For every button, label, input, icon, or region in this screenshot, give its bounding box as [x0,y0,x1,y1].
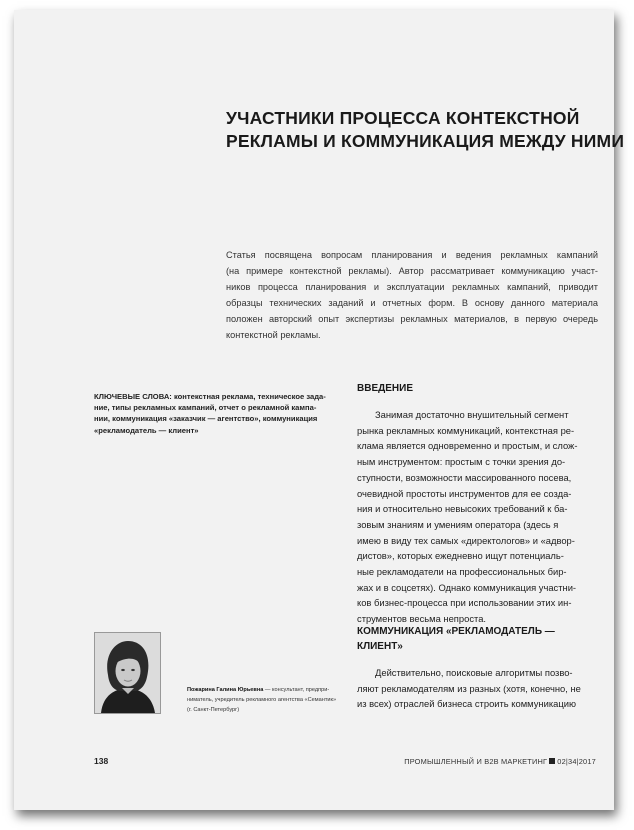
section2-line: Действительно, поисковые алгоритмы позво- [375,667,573,678]
author-portrait-image [95,633,160,713]
abstract-line: положен авторский опыт экспертизы рекламных материалов, в первую очередь [226,314,598,324]
page-number: 138 [94,756,109,766]
section2-line: ляют рекламодателям из разных (хотя, конечно, не [357,682,581,694]
intro-line: ные рекламодатели на профессиональных бир- [357,566,567,578]
square-separator-icon [549,758,555,764]
intro-line: рынка рекламных коммуникаций, контекстная ре- [357,424,575,436]
abstract-line: Статья посвящена вопросам планирования и ведения рекламных кампаний [226,250,598,260]
article-abstract [226,247,598,343]
journal-name: ПРОМЫШЛЕННЫЙ И B2B МАРКЕТИНГ [404,757,548,766]
author-line [187,685,347,695]
intro-line: очевидной простоты инструментов для ее созда- [357,487,572,499]
intro-line: имею в виду тех самых «директологов» и «адвор- [357,534,575,546]
intro-line: ным инструментом: простым с точки зрения до- [357,456,566,468]
abstract-line: (на примере контекстной рекламы). Автор рассматривает коммуникацию участ- [226,266,598,276]
author-line: (г. Санкт-Петербург) [187,707,240,714]
section2-line: из всех) отраслей бизнеса строить коммуникацию [357,698,576,710]
author-name: Пожарина Галина Юрьевна [187,687,264,693]
journal-footer [404,757,596,766]
article-title [226,107,625,153]
intro-line: клама является одновременно и простым, и слож- [357,440,578,452]
section2-heading-line: КЛИЕНТ» [357,641,403,652]
intro-heading-text: ВВЕДЕНИЕ [357,383,413,394]
intro-line: зовым знаниям и умениям оператора (здесь я [357,518,559,530]
intro-line: ков бизнес-процесса при использовании этих ин- [357,597,572,609]
intro-heading [357,381,607,396]
title-line: УЧАСТНИКИ ПРОЦЕССА КОНТЕКСТНОЙ [226,108,580,128]
abstract-line: образцы технических заданий и отчетных форм. В основу данного материала [226,298,598,308]
keywords-line: КЛЮЧЕВЫЕ СЛОВА: контекстная реклама, техническое зада- [94,392,326,401]
keywords-line: «рекламодатель — клиент» [94,425,199,435]
intro-line: жах и в соцсетях). Однако коммуникация участни- [357,581,577,593]
author-info [187,685,347,716]
intro-line: струментов весьма непроста. [357,613,487,625]
keywords-block [94,391,326,436]
intro-text [357,407,607,627]
intro-line: ния и относительно невысоких требований к ба- [357,503,568,515]
author-role: — консультант, предпри- [263,687,330,693]
intro-line: дистов», которых ежедневно ищут потенциаль- [357,550,564,562]
intro-line: Занимая достаточно внушительный сегмент [375,409,569,420]
journal-issue: 02|34|2017 [557,757,596,766]
section2-heading [357,624,607,654]
section2-text [357,665,607,712]
intro-line: ступности, возможности массированного посева, [357,471,572,483]
section2-heading-line: КОММУНИКАЦИЯ «РЕКЛАМОДАТЕЛЬ — [357,626,555,637]
keywords-line: нии, коммуникация «заказчик — агентство», коммуникация [94,414,318,424]
journal-page [14,10,625,810]
author-line: ниматель, учредитель рекламного агентства «Семантик» [187,697,337,704]
title-line: РЕКЛАМЫ И КОММУНИКАЦИЯ МЕЖДУ НИМИ [226,131,625,151]
abstract-line: контекстной рекламы. [226,330,321,340]
abstract-line: ников процесса планирования и эксплуатации рекламных кампаний, приводит [226,282,598,292]
author-photo [94,632,161,714]
keywords-line: ние, типы рекламных кампаний, отчет о рекламной кампа- [94,403,317,413]
